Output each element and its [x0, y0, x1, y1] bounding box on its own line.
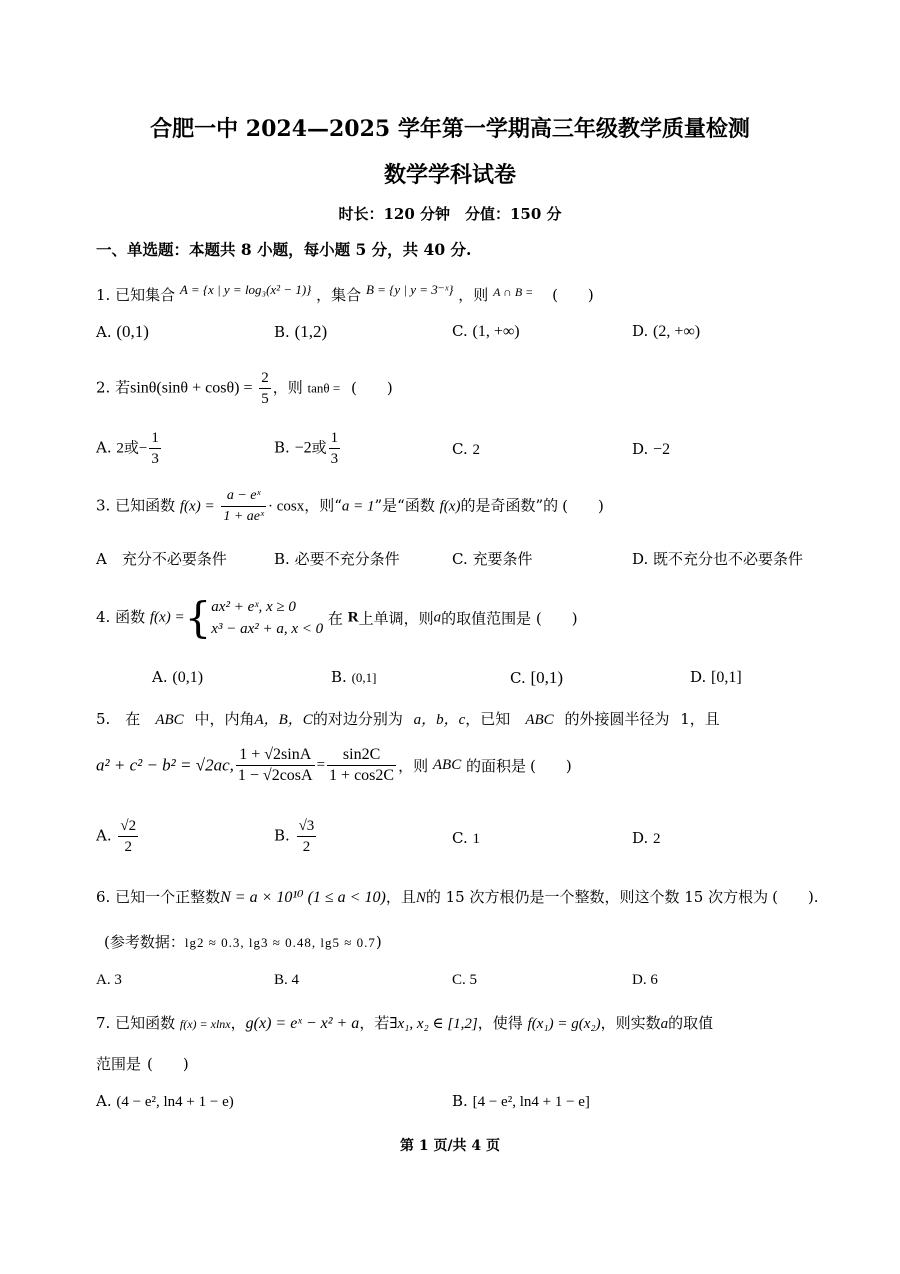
q1-option-c — [452, 322, 520, 341]
q3-fx: f(x) = — [179, 498, 215, 515]
q6-ref-label: (参考数据： — [104, 933, 185, 951]
option-label: A. — [96, 1092, 112, 1110]
q2-lead: 2. 若 — [96, 378, 131, 397]
q3-mid2: ”是“函数 — [374, 496, 435, 515]
q4-tail2: 的取值范围是 — [441, 609, 532, 628]
q2-expr: sinθ(sinθ + cosθ) = — [130, 379, 253, 397]
denominator: 1 − √2cosA — [237, 767, 313, 784]
option-fraction — [329, 428, 341, 469]
q3-lead: 3. 已知函数 — [96, 496, 176, 515]
q3-option-c — [452, 548, 533, 569]
q5-paren: ( ) — [530, 757, 572, 775]
option-label: C. — [510, 669, 526, 687]
q6-n: N — [415, 890, 426, 906]
q5-fraction-2 — [327, 745, 396, 786]
q5-option-a — [96, 816, 140, 857]
option-label: A — [96, 550, 107, 568]
q6-tail: 的 15 次方根仍是一个整数，则这个数 15 次方根为 — [425, 888, 769, 906]
option-label: D. — [632, 440, 649, 458]
denominator: 3 — [330, 451, 339, 467]
q2-paren: ( ) — [351, 378, 393, 397]
q2-option-d — [632, 440, 670, 459]
q1-option-d — [632, 322, 700, 341]
option-label: B. — [274, 323, 290, 341]
numerator: 2 — [259, 368, 271, 389]
q3-fx2: f(x) — [439, 498, 461, 515]
option-value: [0,1] — [711, 669, 742, 686]
question-2 — [96, 368, 393, 409]
q7-paren: ( ) — [147, 1055, 189, 1073]
q4-a: a — [433, 609, 442, 626]
q7-fx: f(x) = xlnx — [179, 1017, 231, 1031]
q7-a: a — [660, 1016, 669, 1032]
option-value: 2 — [116, 440, 124, 457]
exam-title: 合肥一中 2024—2025 学年第一学期高三年级教学质量检测 — [150, 116, 750, 142]
numerator: 1 — [149, 428, 161, 449]
q4-option-d — [690, 668, 742, 687]
q4-tail: 上单调，则 — [358, 609, 434, 628]
option-value: 1 — [472, 831, 480, 847]
q5-tail2: 的面积是 — [466, 757, 527, 775]
option-label: B. — [274, 826, 290, 845]
denominator: 2 — [302, 839, 311, 855]
q5-text: 中，内角 — [194, 710, 255, 728]
equals-sign: = — [316, 757, 326, 773]
q3-option-a — [96, 548, 227, 569]
q4-reals: R — [347, 609, 359, 626]
q6-expr: N = a × 10¹⁰ (1 ≤ a < 10) — [220, 889, 386, 906]
q1-ask: A ∩ B = — [493, 285, 534, 299]
exam-meta: 时长：120 分钟 分值：150 分 — [338, 205, 562, 223]
exam-subtitle: 数学学科试卷 — [383, 162, 516, 188]
q1-set-a: A = {x | y = log₃(x² − 1)} — [179, 282, 312, 297]
denominator: 5 — [261, 391, 269, 407]
q7-tail2: 的取值 — [668, 1014, 714, 1032]
question-5-line-1 — [96, 708, 720, 729]
q3-tail: 的是奇函数”的 — [460, 496, 559, 515]
question-4 — [96, 593, 578, 642]
q4-option-b — [331, 668, 377, 686]
option-value: 必要不充分条件 — [294, 550, 400, 568]
q7-eq: f(x₁) = g(x₂) — [527, 1016, 601, 1032]
q5-fraction-1 — [236, 745, 315, 786]
option-value: 2 — [472, 442, 480, 458]
option-label: C. — [452, 440, 468, 458]
option-label: D. — [632, 550, 649, 568]
case-1: ax² + eˣ, x ≥ 0 — [211, 599, 296, 615]
q5-text: ，已知 — [465, 710, 511, 728]
q6-lead: 6. 已知一个正整数 — [96, 888, 221, 906]
q3-paren: ( ) — [562, 496, 604, 515]
q6-option-a: A. 3 — [96, 972, 122, 988]
question-7-line-1 — [96, 1012, 713, 1033]
q7-lead: 7. 已知函数 — [96, 1014, 176, 1032]
q5-option-b — [274, 816, 318, 857]
q7-gx: g(x) = eˣ − x² + a — [245, 1015, 360, 1032]
option-value: (0,1) — [116, 322, 149, 341]
option-value: (1,2) — [294, 322, 328, 341]
q5-tail: ，则 — [398, 757, 429, 775]
q6-paren: ( ). — [772, 888, 819, 906]
numerator: a − eˣ — [221, 486, 266, 507]
q6-option-d: D. 6 — [632, 972, 658, 988]
q5-angles: A，B，C — [254, 712, 313, 728]
option-label: A. — [152, 668, 168, 686]
question-1 — [96, 282, 594, 305]
q4-paren: ( ) — [535, 609, 578, 628]
q7-mid2: ，使得 — [477, 1014, 523, 1032]
q4-cases — [211, 596, 323, 640]
q6-ref-end: ) — [375, 933, 382, 951]
option-value: (0,1) — [172, 669, 204, 686]
q1-option-a — [96, 322, 149, 342]
option-value: (4 − e², ln4 + 1 − e) — [116, 1094, 234, 1110]
option-or: 或 — [123, 438, 139, 457]
q3-option-b — [274, 548, 400, 569]
q6-mid: ，且 — [385, 888, 416, 906]
option-label: B. — [331, 668, 347, 686]
q1-set-b: B = {y | y = 3⁻ˣ} — [365, 282, 454, 297]
option-label: B. — [274, 550, 290, 568]
q7-mid: ，若 — [359, 1014, 390, 1032]
q2-fraction — [259, 368, 271, 409]
q7-option-b — [452, 1092, 590, 1111]
q4-mid: 在 — [327, 609, 343, 628]
numerator: √2 — [118, 816, 138, 837]
section-heading: 一、单选题：本题共 8 小题，每小题 5 分，共 40 分. — [96, 240, 472, 259]
option-label: A. — [96, 323, 112, 341]
option-label: C. — [452, 550, 468, 568]
q7-exists: ∃x₁, x₂ ∈ [1,2] — [389, 1016, 478, 1032]
question-6 — [96, 886, 819, 907]
q3-option-d — [632, 548, 803, 569]
q2-option-b — [274, 428, 342, 469]
q2-ask: tanθ = — [307, 380, 341, 396]
option-value: [0,1) — [530, 668, 564, 687]
q6-option-c: C. 5 — [452, 972, 478, 988]
page-footer: 第 1 页/共 4 页 — [399, 1138, 501, 1154]
option-fraction — [149, 428, 161, 469]
denominator: 1 + aeˣ — [223, 509, 264, 524]
q5-triangle: ABC — [432, 757, 462, 773]
option-value: 充要条件 — [472, 550, 533, 568]
denominator: 1 + cos2C — [329, 767, 395, 784]
option-value: (1, +∞) — [472, 323, 520, 340]
q5-text: 的对边分别为 — [312, 710, 403, 728]
option-label: D. — [632, 829, 649, 847]
q6-option-b: B. 4 — [274, 972, 300, 988]
q1-tail: ，则 — [458, 286, 489, 304]
q2-tail: ，则 — [272, 378, 303, 397]
option-value: 既不充分也不必要条件 — [653, 550, 804, 568]
q7-tail: ，则实数 — [600, 1014, 661, 1032]
question-7-line-2 — [96, 1053, 189, 1074]
option-label: D. — [632, 322, 649, 340]
q5-text: 的外接圆半径为 1，且 — [564, 710, 720, 728]
left-brace-icon: { — [184, 593, 212, 642]
q7-line2: 范围是 — [96, 1055, 142, 1073]
q5-option-c — [452, 829, 480, 848]
q5-triangle: ABC — [525, 712, 554, 728]
option-label: A. — [96, 826, 112, 845]
q4-option-a — [152, 668, 203, 687]
case-2: x³ − ax² + a, x < 0 — [211, 621, 324, 637]
option-value: (2, +∞) — [653, 323, 701, 340]
option-or: 或 — [311, 438, 327, 457]
q3-mid: ，则“ — [304, 496, 342, 515]
question-5-line-2 — [96, 745, 572, 786]
q5-triangle: ABC — [155, 712, 184, 728]
q7-option-a — [96, 1092, 234, 1111]
denominator: 3 — [151, 451, 159, 467]
q7-comma: ， — [230, 1014, 246, 1032]
q6-ref-values: lg2 ≈ 0.3, lg3 ≈ 0.48, lg5 ≈ 0.7 — [184, 935, 376, 950]
numerator: 1 + √2sinA — [236, 745, 315, 766]
numerator: 1 — [329, 428, 341, 449]
numerator: √3 — [297, 816, 317, 837]
option-value: 2 — [653, 831, 661, 847]
q4-lead: 4. 函数 — [96, 608, 146, 626]
option-value: [4 − e², ln4 + 1 − e] — [472, 1094, 590, 1110]
option-fraction — [118, 816, 138, 857]
q5-equation-left: a² + c² − b² = √2ac, — [96, 755, 234, 775]
q3-cos: · cosx — [267, 498, 305, 515]
option-label: C. — [452, 322, 468, 340]
option-label: A. — [96, 438, 112, 457]
q6-reference — [104, 931, 382, 952]
option-value: −2 — [294, 439, 312, 457]
denominator: 2 — [124, 839, 132, 855]
option-label: B. — [274, 438, 290, 457]
q4-option-c — [510, 668, 563, 688]
q3-fraction — [221, 486, 266, 527]
q2-option-c — [452, 440, 480, 459]
option-label: C. — [452, 829, 468, 847]
q1-option-b — [274, 322, 327, 342]
q4-fx: f(x) = — [149, 609, 185, 626]
numerator: sin2C — [327, 745, 396, 766]
q5-sides: a，b，c — [413, 712, 466, 728]
q3-cond: a = 1 — [341, 498, 375, 515]
option-label: D. — [690, 668, 707, 686]
option-value: 充分不必要条件 — [121, 550, 227, 568]
option-value: −2 — [653, 441, 671, 458]
option-value: (0,1] — [351, 670, 377, 685]
minus-sign: − — [138, 440, 148, 457]
question-3 — [96, 486, 604, 527]
q1-lead: 1. 已知集合 — [96, 286, 176, 304]
option-label: B. — [452, 1092, 468, 1110]
option-fraction — [297, 816, 317, 857]
q5-lead: 5. 在 — [96, 710, 141, 728]
q1-paren: ( ) — [552, 286, 594, 304]
q2-option-a — [96, 428, 163, 469]
q5-option-d — [632, 829, 661, 848]
q1-mid: ，集合 — [316, 286, 362, 304]
